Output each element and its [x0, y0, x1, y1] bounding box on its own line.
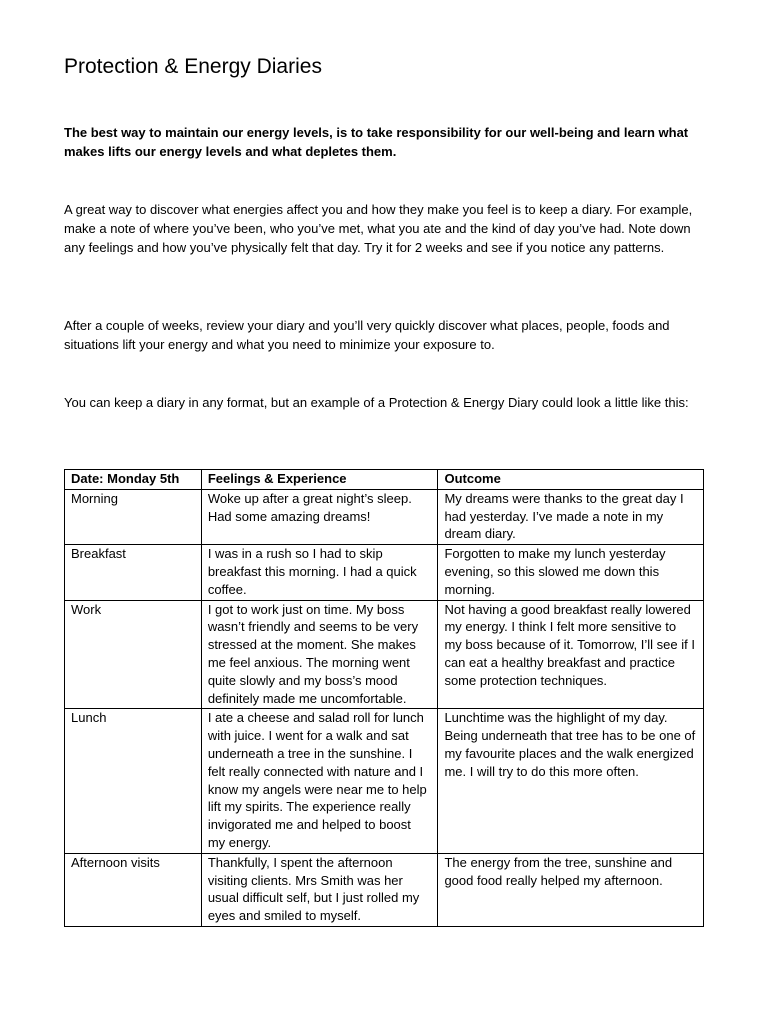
row-feelings-cell: I got to work just on time. My boss wasn’t friendly and seems to be very stressed at the moment. She makes me feel anxious. The morning went quite slowly and my boss’s mood definitely made me uncomfortable. [201, 600, 438, 709]
row-outcome-cell: The energy from the tree, sunshine and good food really helped my afternoon. [438, 853, 704, 926]
row-outcome-cell: My dreams were thanks to the great day I had yesterday. I’ve made a note in my dream diary. [438, 489, 704, 544]
row-time-cell: Morning [65, 489, 202, 544]
row-time-cell: Breakfast [65, 545, 202, 600]
row-feelings-cell: Thankfully, I spent the afternoon visiting clients. Mrs Smith was her usual difficult self, but I just rolled my eyes and smiled to myself. [201, 853, 438, 926]
table-header-row [65, 470, 704, 490]
page-title: Protection & Energy Diaries [64, 55, 322, 78]
row-time-cell: Lunch [65, 709, 202, 853]
body-paragraph: After a couple of weeks, review your diary and you’ll very quickly discover what places, people, foods and situations lift your energy and what you need to minimize your exposure to. [64, 318, 670, 352]
diary-table [64, 469, 704, 927]
intro-paragraph: The best way to maintain our energy levels, is to take responsibility for our well-being and learn what makes lifts our energy levels and what depletes them. [64, 125, 689, 159]
header-feelings: Feelings & Experience [201, 470, 438, 490]
row-outcome-cell: Not having a good breakfast really lowered my energy. I think I felt more sensitive to my boss because of it. Tomorrow, I’ll see if I can eat a healthy breakfast and practice some protection techniques. [438, 600, 704, 709]
row-outcome-cell: Forgotten to make my lunch yesterday evening, so this slowed me down this morning. [438, 545, 704, 600]
header-date: Date: Monday 5th [65, 470, 202, 490]
table-row [65, 600, 704, 709]
row-time-cell: Afternoon visits [65, 853, 202, 926]
table-row [65, 853, 704, 926]
row-time-cell: Work [65, 600, 202, 709]
row-feelings-cell: I ate a cheese and salad roll for lunch with juice. I went for a walk and sat underneath a tree in the sunshine. I felt really connected with nature and I know my angels were near me to help lift my spirits. The experience really invigorated me and helped to boost my energy. [201, 709, 438, 853]
table-row [65, 489, 704, 544]
body-paragraph: A great way to discover what energies affect you and how they make you feel is to keep a diary. For example, make a note of where you’ve been, who you’ve met, what you ate and the kind of day you’ve had. Note down any feelings and how you’ve physically felt that day. Try it for 2 weeks and see if you notice any patterns. [64, 202, 693, 255]
body-paragraph: You can keep a diary in any format, but an example of a Protection & Energy Diary could look a little like this: [64, 395, 689, 410]
header-outcome: Outcome [438, 470, 704, 490]
row-feelings-cell: Woke up after a great night’s sleep. Had some amazing dreams! [201, 489, 438, 544]
table-row [65, 709, 704, 853]
row-feelings-cell: I was in a rush so I had to skip breakfast this morning. I had a quick coffee. [201, 545, 438, 600]
row-outcome-cell: Lunchtime was the highlight of my day. Being underneath that tree has to be one of my favourite places and the walk energized me. I will try to do this more often. [438, 709, 704, 853]
table-row [65, 545, 704, 600]
